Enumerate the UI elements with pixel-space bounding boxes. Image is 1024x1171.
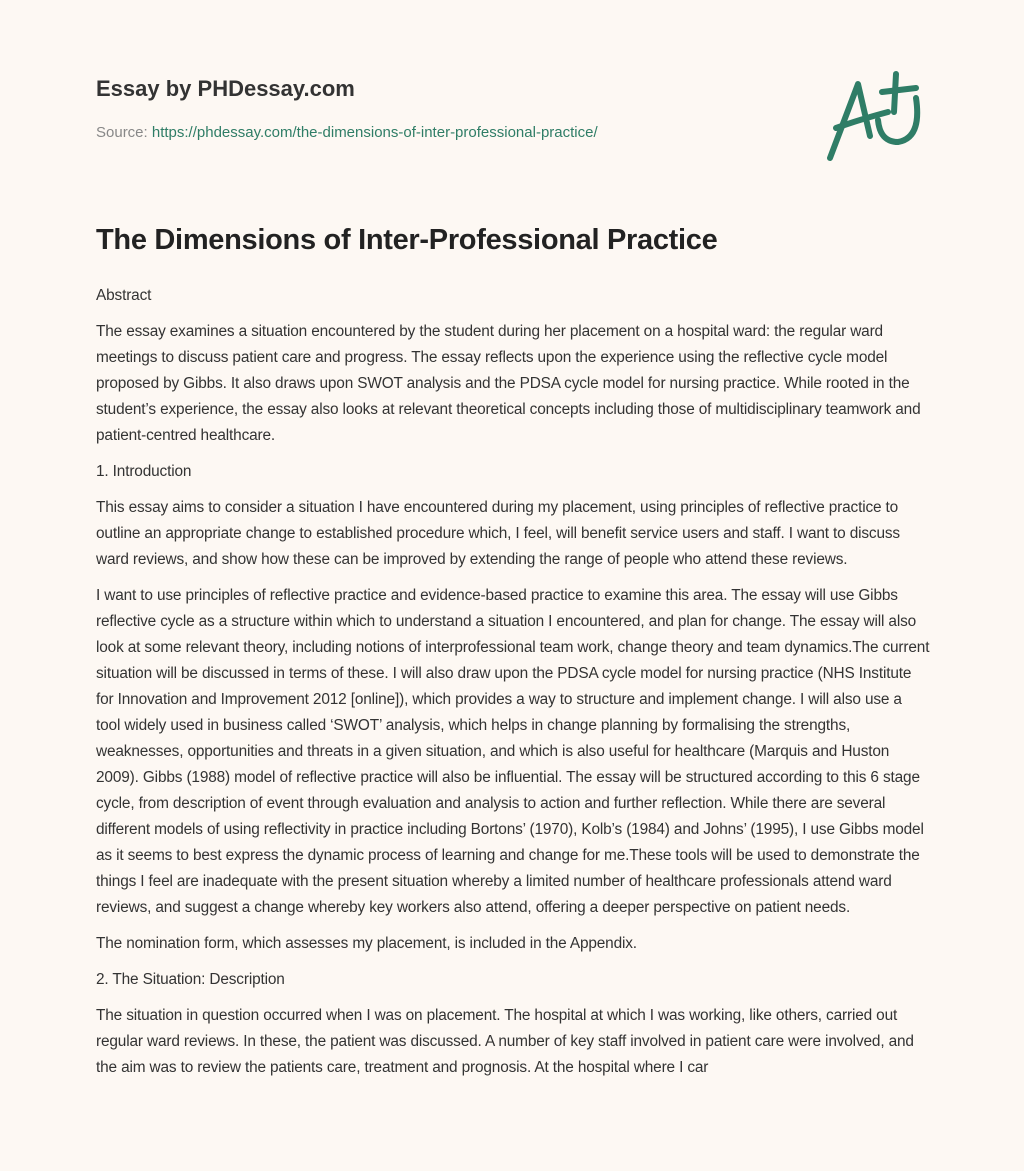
source-label: Source:	[96, 124, 148, 141]
article	[96, 224, 930, 1091]
section-heading-introduction: 1. Introduction	[96, 463, 192, 480]
source-line	[96, 124, 928, 141]
section-heading-situation: 2. The Situation: Description	[96, 971, 285, 988]
paragraph: I want to use principles of reflective practice and evidence-based practice to examine this area. The essay will use Gibbs reflective cycle as a structure within which to understand a situation I encountered, and plan for change. The essay will also look at some relevant theory, including notions of interprofessional team work, change theory and team dynamics.The current situation will be discussed in terms of these. I will also draw upon the PDSA cycle model for nursing practice (NHS Institute for Innovation and Improvement 2012 [online]), which provides a way to structure and implement change. I will also use a tool widely used in business called ‘SWOT’ analysis, which helps in change planning by formalising the strengths, weaknesses, opportunities and threats in a given situation, and which is also useful for healthcare (Marquis and Huston 2009). Gibbs (1988) model of reflective practice will also be influential. The essay will be structured according to this 6 stage cycle, from description of event through evaluation and analysis to action and further reflection. While there are several different models of using reflectivity in practice including Bortons’ (1970), Kolb’s (1984) and Johns’ (1995), I use Gibbs model as it seems to best express the dynamic process of learning and change for me.These tools will be used to demonstrate the things I feel are inadequate with the present situation whereby a limited number of healthcare professionals attend ward reviews, and suggest a change whereby key workers also attend, offering a deeper perspective on patient needs.	[96, 587, 930, 916]
a-plus-logo-icon	[818, 68, 928, 164]
site-header	[96, 76, 928, 141]
article-title: The Dimensions of Inter-Professional Practice	[96, 224, 718, 256]
section-heading-abstract: Abstract	[96, 287, 152, 304]
paragraph: The nomination form, which assesses my placement, is included in the Appendix.	[96, 935, 637, 952]
paragraph: The situation in question occurred when I was on placement. The hospital at which I was working, like others, carried out regular ward reviews. In these, the patient was discussed. A number of key staff involved in patient care were involved, and the aim was to review the patients care, treatment and prognosis. At the hospital where I car	[96, 1007, 914, 1076]
source-link[interactable]: https://phdessay.com/the-dimensions-of-inter-professional-practice/	[151, 124, 598, 141]
brand-title: Essay by PHDessay.com	[96, 76, 355, 101]
paragraph: The essay examines a situation encountered by the student during her placement on a hospital ward: the regular ward meetings to discuss patient care and progress. The essay reflects upon the experience using the reflective cycle model proposed by Gibbs. It also draws upon SWOT analysis and the PDSA cycle model for nursing practice. While rooted in the student’s experience, the essay also looks at relevant theoretical concepts including those of multidisciplinary teamwork and patient-centred healthcare.	[96, 323, 921, 444]
paragraph: This essay aims to consider a situation I have encountered during my placement, using principles of reflective practice to outline an appropriate change to established procedure which, I feel, will benefit service users and staff. I want to discuss ward reviews, and show how these can be improved by extending the range of people who attend these reviews.	[96, 499, 900, 568]
